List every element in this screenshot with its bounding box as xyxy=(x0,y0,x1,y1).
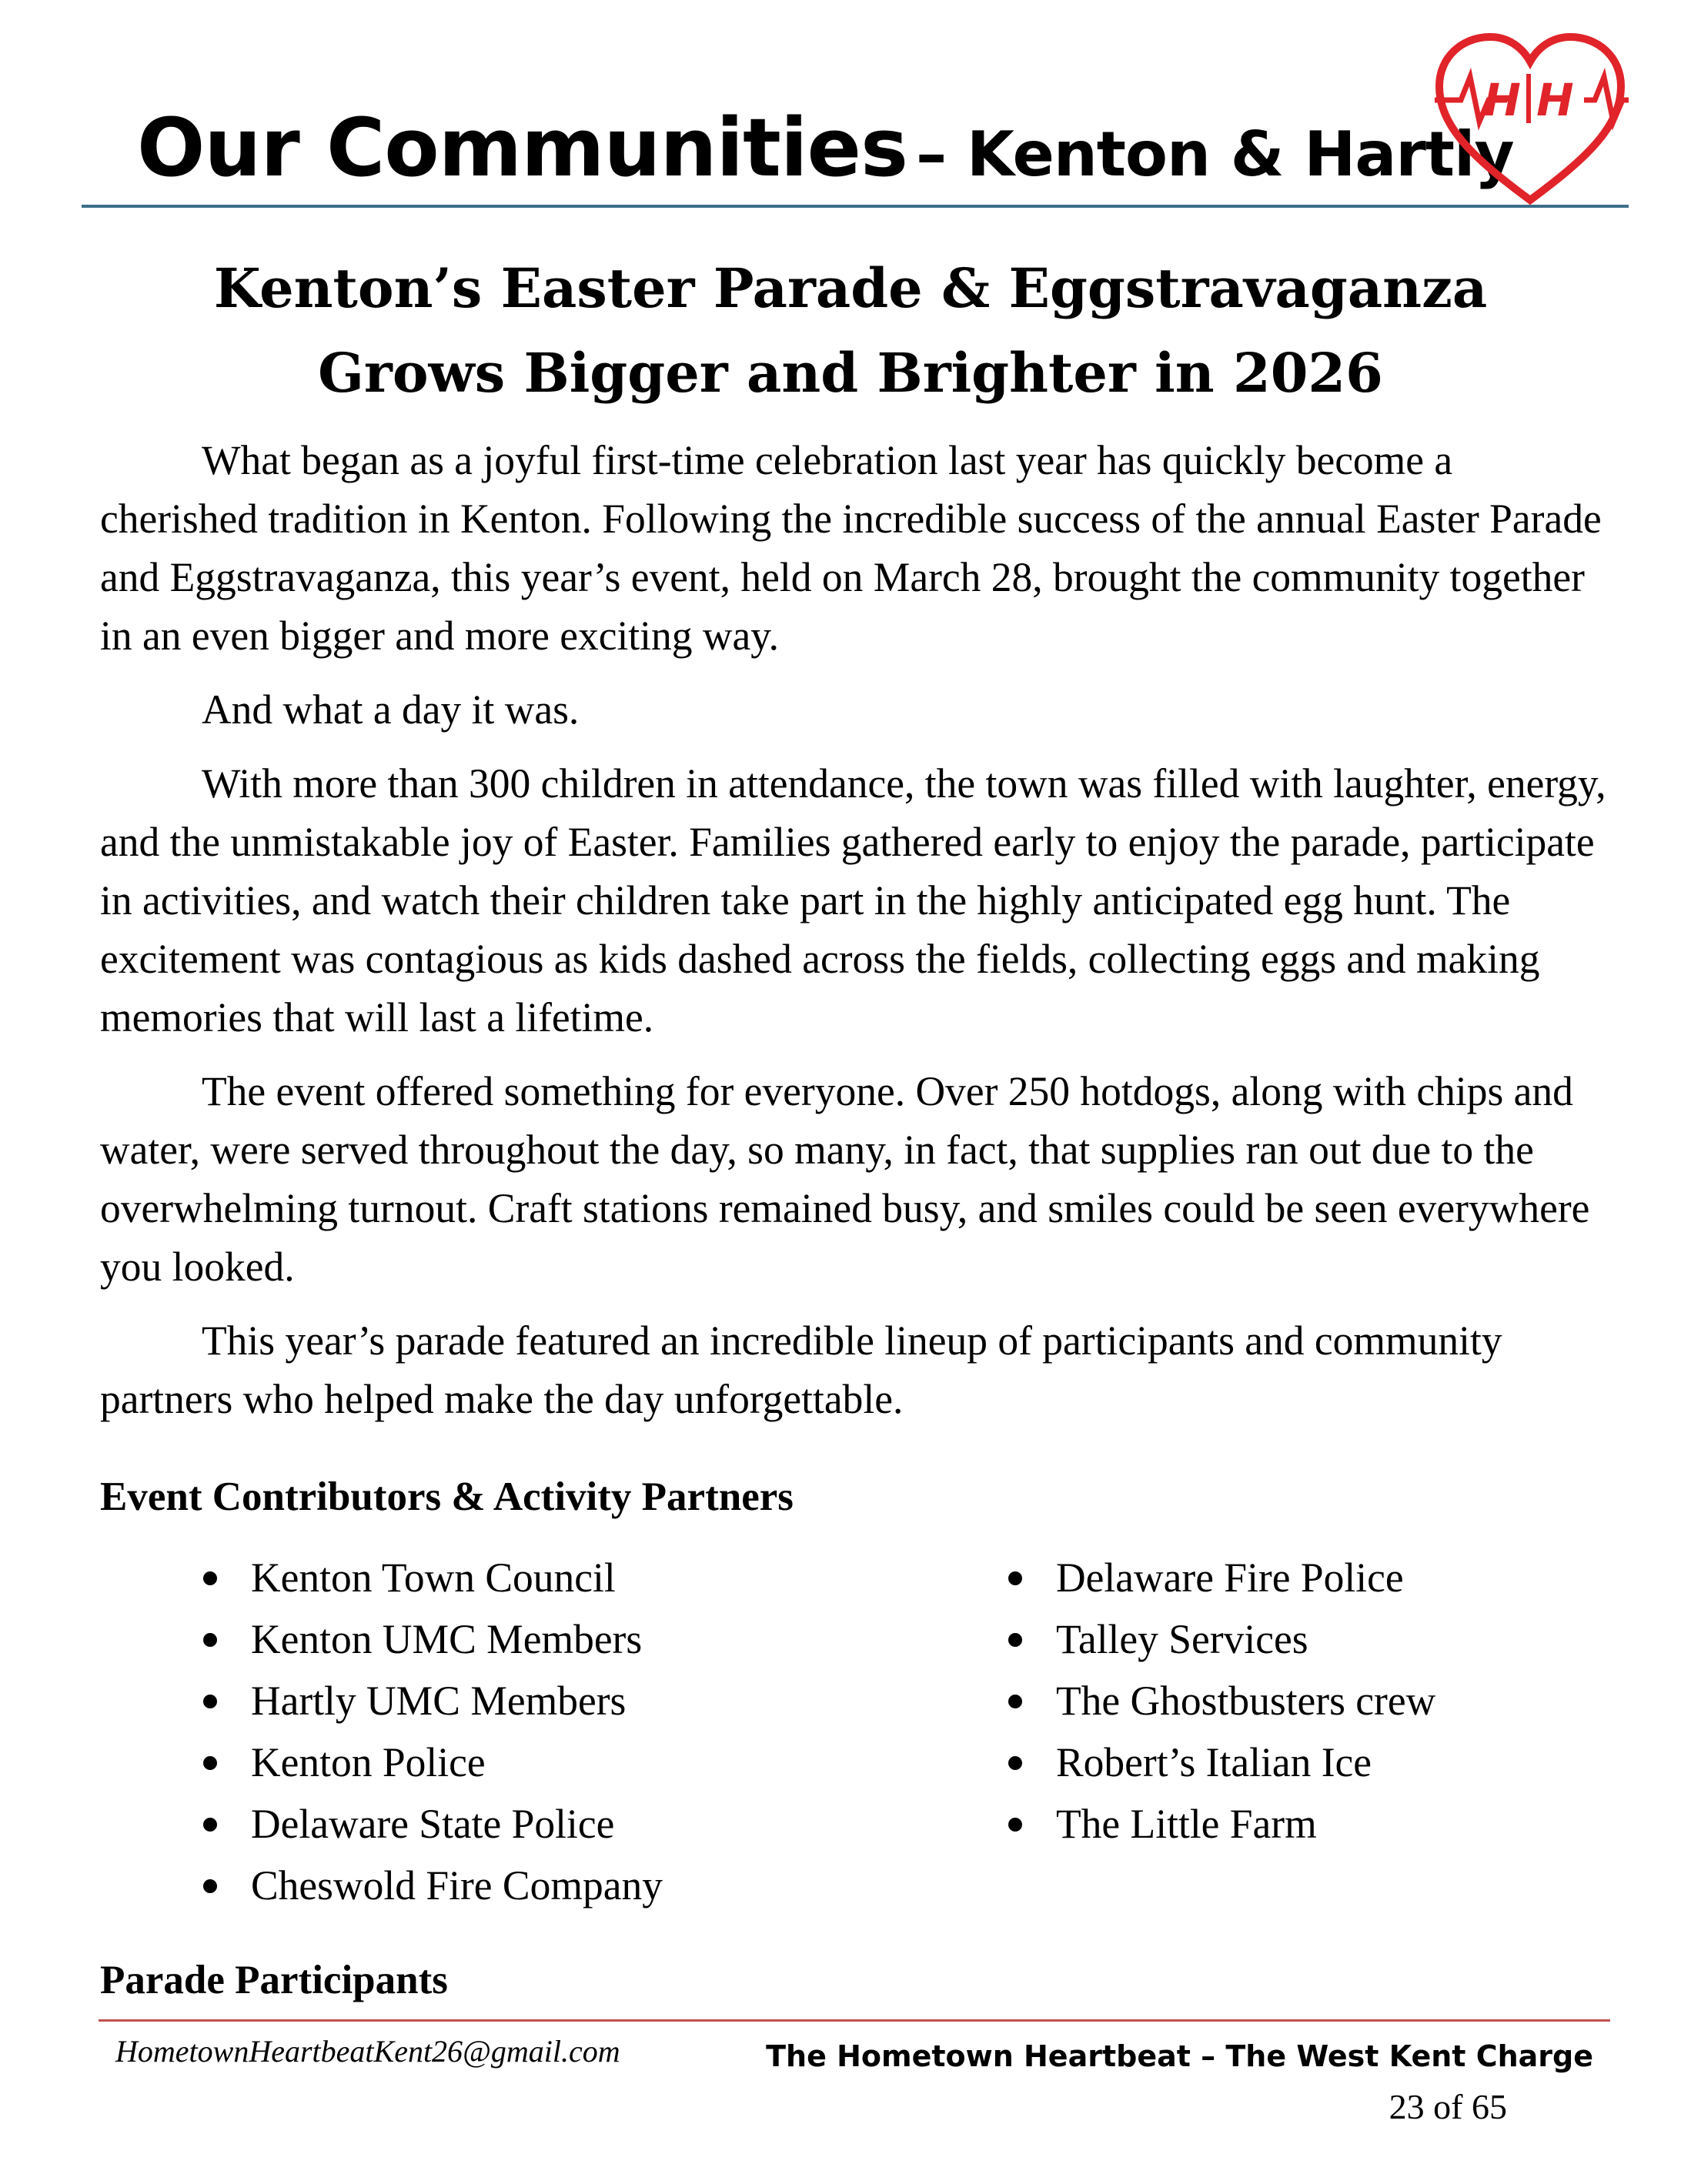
list-item: Delaware State Police xyxy=(202,1793,956,1855)
contributors-heading: Event Contributors & Activity Partners xyxy=(100,1474,794,1519)
header-title-main: Our Communities xyxy=(137,101,907,195)
footer-divider xyxy=(99,2019,1610,2022)
logo-text: H H xyxy=(1483,74,1574,126)
bullet-icon xyxy=(203,1879,217,1893)
paragraph-5: This year’s parade featured an incredible lineup of participants and community partners who helped make the day unforgettable. xyxy=(100,1317,1502,1422)
paragraph-4: The event offered something for everyone. Over 250 hotdogs, along with chips and water, were served throughout the day, so many, in fact, that supplies ran out due to the overwhelming turnout. Craft stations remained busy, and smiles could be seen everywhere you looked. xyxy=(100,1068,1590,1290)
participants-heading: Parade Participants xyxy=(100,1958,448,2002)
bullet-icon xyxy=(203,1818,217,1832)
list-item: Cheswold Fire Company xyxy=(202,1855,956,1916)
contributors-left-list xyxy=(202,1547,956,1916)
article-title-line-2: Grows Bigger and Brighter in 2026 xyxy=(318,341,1383,405)
list-item: Hartly UMC Members xyxy=(202,1670,956,1732)
paragraph-2: And what a day it was. xyxy=(202,686,580,733)
article-title xyxy=(85,246,1616,416)
list-item: Robert’s Italian Ice xyxy=(1007,1732,1607,1793)
bullet-icon xyxy=(203,1695,217,1708)
article-title-line-1: Kenton’s Easter Parade & Eggstravaganza xyxy=(213,256,1488,320)
bullet-icon xyxy=(1008,1695,1022,1708)
footer-publication-name: The Hometown Heartbeat – The West Kent Charge xyxy=(766,2039,1593,2073)
footer-email-link[interactable]: HometownHeartbeatKent26@gmail.com xyxy=(115,2034,620,2069)
paragraph-1: What began as a joyful first-time celebration last year has quickly become a cherished tradition in Kenton. Following the incredible success of the annual Easter Parade and Eggstravaganza, this year’s event, held on March 28, brought the community together in an even bigger and more exciting way. xyxy=(100,437,1602,659)
header-title-sub: – Kenton & Hartly xyxy=(916,119,1514,190)
bullet-icon xyxy=(1008,1756,1022,1770)
heartbeat-heart-logo-icon xyxy=(1430,29,1630,208)
bullet-icon xyxy=(1008,1818,1022,1832)
list-item: Kenton UMC Members xyxy=(202,1608,956,1670)
bullet-icon xyxy=(203,1571,217,1585)
paragraph-3: With more than 300 children in attendance, the town was filled with laughter, energy, and the unmistakable joy of Easter. Families gathered early to enjoy the parade, participate in activities, and watch their children take part in the highly anticipated egg hunt. The excitement was contagious as kids dashed across the fields, collecting eggs and making memories that will last a lifetime. xyxy=(100,760,1606,1040)
header-divider xyxy=(82,205,1629,208)
article-body xyxy=(100,431,1609,1444)
list-item: Kenton Town Council xyxy=(202,1547,956,1608)
list-item: Talley Services xyxy=(1007,1608,1607,1670)
contributors-right-list xyxy=(1007,1547,1607,1855)
bullet-icon xyxy=(1008,1633,1022,1647)
bullet-icon xyxy=(203,1756,217,1770)
list-item: Kenton Police xyxy=(202,1732,956,1793)
bullet-icon xyxy=(1008,1571,1022,1585)
list-item: The Ghostbusters crew xyxy=(1007,1670,1607,1732)
page-number: 23 of 65 xyxy=(1389,2087,1507,2126)
list-item: The Little Farm xyxy=(1007,1793,1607,1855)
page-header-title xyxy=(137,101,1514,195)
bullet-icon xyxy=(203,1633,217,1647)
list-item: Delaware Fire Police xyxy=(1007,1547,1607,1608)
